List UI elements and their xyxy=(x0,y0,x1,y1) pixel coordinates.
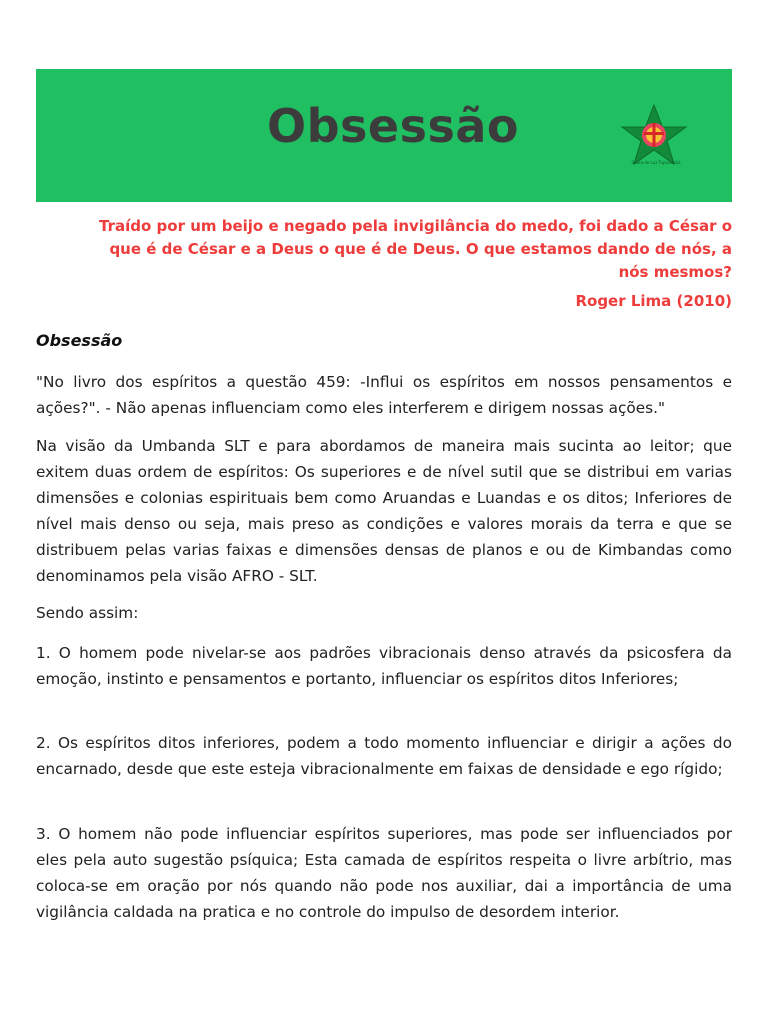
list-item-1: 1. O homem pode nivelar-se aos padrões vibracionais denso através da psicosfera da emoção, instinto e pensamentos e portanto, influenciar os espíritos ditos Inferiores; xyxy=(36,644,732,688)
logo-caption: Seara de Luz Tupinambá xyxy=(631,160,681,165)
paragraph-sendo-assim: Sendo assim: xyxy=(36,604,139,622)
epigraph-author: Roger Lima (2010) xyxy=(575,292,732,310)
list-item-2: 2. Os espíritos ditos inferiores, podem a todo momento influenciar e dirigir a ações do encarnado, desde que este esteja vibracionalmente em faixas de densidade e ego rígido; xyxy=(36,734,732,778)
paragraph-umbanda: Na visão da Umbanda SLT e para abordamos de maneira mais sucinta ao leitor; que exitem duas ordem de espíritos: Os superiores e de nível sutil que se distribui em varias dimensões e colonias espirituais bem como Aruandas e Luandas e os ditos; Inferiores de nível mais denso ou seja, mais preso as condições e valores morais da terra e que se distribuem pelas varias faixas e dimensões densas de planos e ou de Kimbandas como denominamos pela visão AFRO - SLT. xyxy=(36,437,732,585)
header-banner xyxy=(36,69,732,202)
epigraph-quote: Traído por um beijo e negado pela invigilância do medo, foi dado a César o que é de César e a Deus o que é de Deus. O que estamos dando de nós, a nós mesmos? xyxy=(99,217,732,281)
section-heading: Obsessão xyxy=(36,331,123,350)
paragraph-quote: "No livro dos espíritos a questão 459: -Influi os espíritos em nossos pensamentos e ações?". - Não apenas influenciam como eles interferem e dirigem nossas ações." xyxy=(36,373,732,417)
list-item-3: 3. O homem não pode influenciar espíritos superiores, mas pode ser influenciados por eles pela auto sugestão psíquica; Esta camada de espíritos respeita o livre arbítrio, mas coloca-se em oração por nós quando não pode nos auxiliar, dai a importância de uma vigilância caldada na pratica e no controle do impulso de desordem interior. xyxy=(36,825,732,921)
page-title: Obsessão xyxy=(267,99,520,153)
